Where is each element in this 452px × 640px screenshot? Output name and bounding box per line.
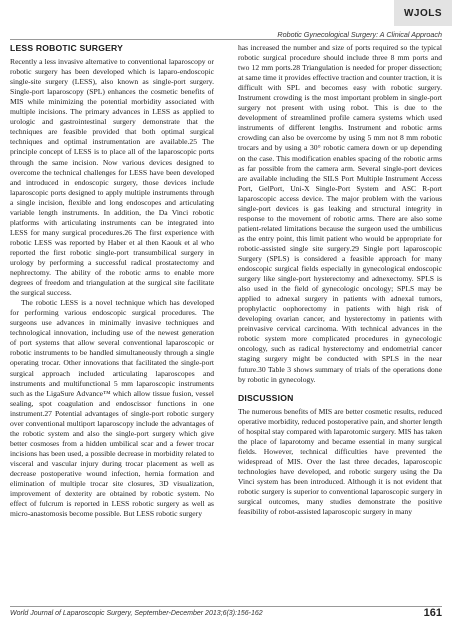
section-heading-less-robotic-surgery: LESS ROBOTIC SURGERY [10,43,124,53]
body-paragraph: Recently a less invasive alternative to conventional laparoscopy or robotic surgery has been developed which is laparo-endoscopic single-site surgery (LESS), also known as single-port surgery. Single-port laparoscopy (SPL) enhances the cosmetic benefits of MIS while minimizing the potential morbidity associated with multiple incisions. The primary advances in LESS as applied to urologic and gastrointestinal surgery demonstrate that the techniques are feasible provided that both optimal surgical techniques and optimal instrumentation are available.25 The principle concept of LESS is to place all of the laparoscopic ports through the same incision. Now various devices designed to overcome the technical challenges for LESS have been developed and introduced in endoscopic surgery, those devices include laparoscopic ports designed to apply multiple instruments through a single incision, flexible and long endoscopes and articulating variable length instruments. In addition, the Da Vinci robotic platforms with articulating instruments can be integrated into LESS for many surgical procedures.26 The first experience with robotic LESS was reported by Haber et al then Kaouk et al who reported the first robotic single-port transumbilical surgery in urology by performing a successful radical prostatectomy and nephrectomy. The ability of the robotic arms to enable more degrees of freedom and triangulation at the surgical site facilitate the surgical success. [10,57,214,298]
journal-citation: World Journal of Laparoscopic Surgery, September-December 2013;6(3):156-162 [10,610,263,617]
discussion-paragraph: The numerous benefits of MIS are better cosmetic results, reduced operative morbidity, reduced postoperative pain, and shorter length of hospital stay compared with laparotomic surgery. MIS has taken the place of laparotomy and became essential in many surgical fields. However, technical difficulties have prevented the widespread of MIS. Over the last three decades, laparoscopic technologies have developed, and robotic surgery using the Da Vinci system has been introduced. Although it is not evident that robotic surgery is superior to conventional laparoscopic surgery in surgical outcomes, many studies demonstrate the positive feasibility of robot-assisted laparoscopic surgery in many [238,406,442,517]
left-column [10,43,214,605]
running-title: Robotic Gynecological Surgery: A Clinical Approach [277,30,442,39]
footer-rule [10,606,442,607]
right-column [238,43,442,605]
journal-badge: WJOLS [394,0,452,26]
section-heading-discussion: DISCUSSION [238,392,294,403]
header-rule [10,39,442,40]
body-paragraph: has increased the number and size of ports required so the typical robotic surgical procedure should include three 8 mm ports and two 12 mm ports.28 Triangulation is needed for proper dissection; at same time it provides effective traction and counter traction, it is difficult with SPL and becomes easy with robotic surgery. Instrument crowding is the most important problem in single-port surgery not present with using robot. This is due to the development of streamlined profile camera systems which used instruments of different lengths. Instrument and robotic arms crowding can also be overcome by using 5 mm not 8 mm robotic trocars and by using a 30° robotic camera down or up depending on the case. This modification enables spacing of the robotic arms as far possible from the camera arm. Several single-port devices are available including the SILS Port Multiple Instrument Access Port, GelPort, Uni-X Single-Port System and ASC R-port laparoscopic access device. The major problem with the various single-port devices is gas leaking and structural integrity in response to the movement of robotic arms. There are also some patient-related limitations because the surgeon used the umbilicus as the entry point, this limit patient who would be appropriate for robotic-assisted single site surgery.29 Single port laparoscopic Surgery (SPLS) is considered a feasible approach for many endoscopic surgical fields especially in gynecological endoscopic surgery like single-port hysterectomy and adnexectomy. SPLS is also used in the field of gynecologic oncology; SPLS may be applied to adnexal surgery in patients with adnexal tumors, prophylactic oophorectomy in patients with high risk of developing ovarian cancer, and hysterectomy in patients with preinvasive cervical carcinoma. With technical advances in the robotic system more complicated procedures in gynecologic oncology, such as radical hysterectomy and endometrial cancer staging surgery might be conducted with SPLS in the near future.30 Table 3 shows summary of trials of the operations done by robotic in gynecology. [238,43,442,384]
body-paragraph: The robotic LESS is a novel technique which has developed for performing various endoscopic surgical procedures. The surgeons use advances in minimally invasive techniques and technological innovation, including use of the newest generation of port systems that allow several conventional laparoscopic or robotic instruments to be handled simultaneously through a single operating trocar. Other innovations that facilitated the single-port surgical approach included articulating laparoscopes and instruments and multifunctional 5 mm laparoscopic instruments such as the LigaSure Advance™ which allow tissue fusion, vessel sealing, spot coagulation and endoscissor functions in one instrument.27 Potential advantages of single-port robotic surgery over conventional multiport laparoscopy include the advantages of the robotic system and also the single-port surgery which give better cosmoses from a hidden umbilical scar and a fewer trocar incisions has been used, a possible decrease in morbidity related to visceral and vascular injury during trocar placement as well as decrease postoperative wound infection, hernia formation and elimination of multiple trocar site closures, 3D visualization, improvement of dexterity are obtained by robotic system. No effect of fulcrum is reported in LESS robotic surgery as well as micro-anastomosis become possible. But LESS robotic surgery [10,298,214,519]
page-number: 161 [423,607,442,619]
